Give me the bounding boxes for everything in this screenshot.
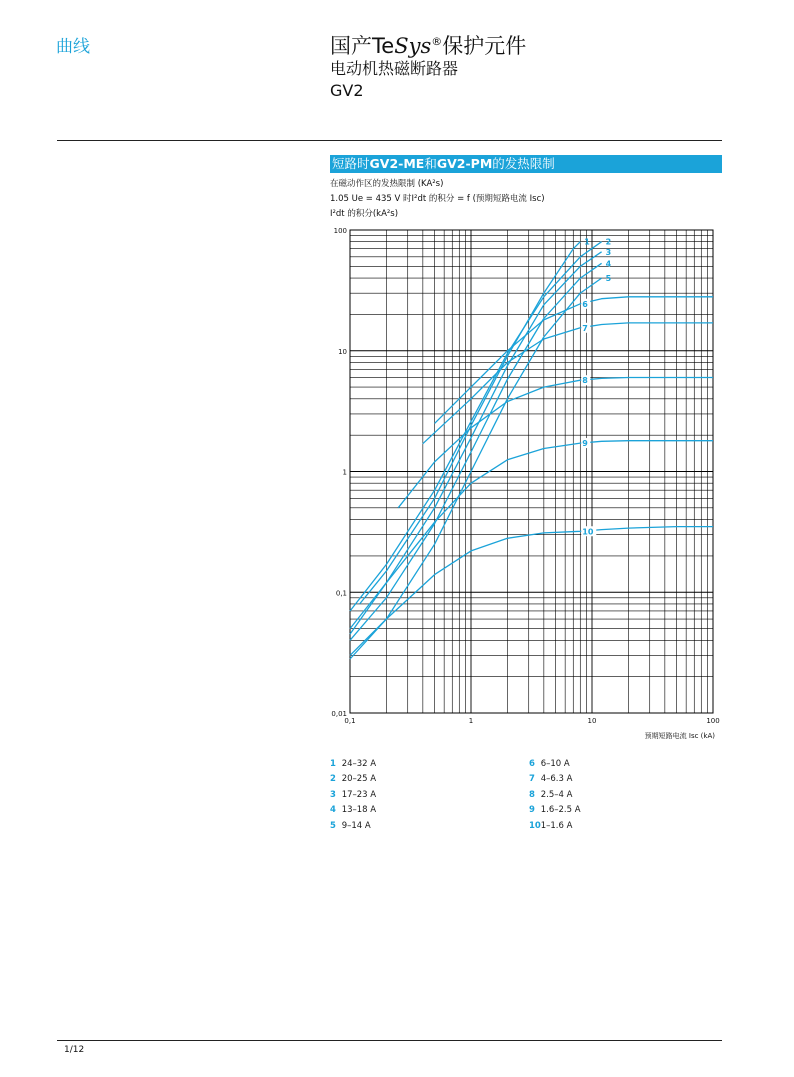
legend-item [330, 788, 376, 803]
series-label-3: 3 [605, 247, 612, 257]
chart-heading-prefix: 短路时 [332, 156, 370, 171]
legend-label: 13–18 A [341, 805, 377, 816]
legend-label: 1.6–2.5 A [540, 805, 581, 816]
chart-heading-suffix: 的发热限制 [492, 156, 555, 171]
series-label-9: 9 [582, 439, 588, 449]
series-label-1: 1 [584, 237, 590, 247]
legend-label: 4–6.3 A [540, 774, 573, 785]
legend-number: 10 [529, 820, 541, 831]
x-tick-label: 100 [706, 717, 720, 725]
i2t-chart [320, 222, 720, 748]
legend-right [529, 757, 581, 834]
series-line-5 [350, 278, 602, 659]
legend-item [330, 757, 376, 772]
chart-note-2: 1.05 Ue = 435 V 时I²dt 的积分 = f (预期短路电流 Isc) [330, 194, 545, 204]
legend-number: 6 [529, 759, 535, 769]
chart-heading-joiner: 和 [424, 156, 437, 171]
y-tick-label: 1 [342, 468, 347, 477]
legend-item [529, 788, 581, 803]
x-tick-label: 0,1 [344, 717, 356, 725]
legend-number: 4 [330, 805, 336, 816]
series-line-7 [423, 323, 713, 444]
series-label-5: 5 [605, 274, 612, 284]
page-title [330, 30, 526, 58]
legend-number: 8 [529, 789, 535, 800]
legend-item [330, 772, 376, 787]
y-tick-label: 100 [333, 227, 347, 235]
legend-number: 5 [330, 820, 336, 831]
legend-number: 1 [330, 759, 336, 769]
y-tick-label: 0,1 [335, 589, 347, 598]
legend-number: 7 [529, 774, 535, 785]
y-tick-label: 10 [338, 347, 347, 356]
legend-label: 2.5–4 A [540, 789, 573, 800]
registered-mark: ® [431, 35, 443, 48]
page-number: 1/12 [64, 1045, 85, 1055]
legend-label: 24–32 A [341, 759, 377, 769]
legend-label: 9–14 A [341, 820, 371, 831]
legend-item [529, 772, 581, 787]
series-label-8: 8 [582, 376, 588, 386]
legend-number: 2 [330, 774, 336, 785]
title-block [330, 30, 526, 102]
legend-left [330, 757, 376, 834]
series-label-4: 4 [605, 259, 612, 269]
legend-number: 9 [529, 805, 535, 816]
series-line-4 [350, 263, 602, 640]
legend-item [529, 757, 581, 772]
chart-heading-model-b: GV2-PM [436, 156, 493, 171]
series-line-6 [435, 297, 713, 424]
title-suffix: 保护元件 [442, 34, 527, 58]
y-tick-label: 0,01 [331, 710, 347, 718]
legend-item [330, 819, 376, 834]
series-label-2: 2 [605, 237, 612, 247]
legend-label: 17–23 A [341, 789, 377, 800]
page-subtitle: 电动机热磁断路器 [330, 59, 459, 78]
legend-item [330, 803, 376, 818]
legend-label: 6–10 A [540, 759, 570, 769]
legend-item [529, 819, 581, 834]
legend-label: 20–25 A [341, 774, 377, 785]
chart-heading-model-a: GV2-ME [369, 156, 425, 171]
chart-note-1: 在磁动作区的发热限制 (KA²s) [330, 179, 444, 189]
chart-axis-title: I²dt 的积分(kA²s) [330, 209, 399, 219]
x-tick-label: 10 [587, 717, 597, 725]
x-tick-label: 1 [468, 717, 474, 725]
legend-label: 1–1.6 A [540, 820, 573, 831]
chart-heading [330, 155, 722, 173]
series-label-7: 7 [582, 323, 588, 333]
bottom-divider [57, 1040, 722, 1041]
model-name: GV2 [330, 81, 364, 100]
title-sys: Sys [394, 34, 432, 58]
series-line-3 [350, 252, 602, 629]
legend-item [529, 803, 581, 818]
legend-number: 3 [330, 789, 336, 800]
section-label: 曲线 [56, 37, 90, 57]
title-prefix: 国产Te [330, 34, 395, 58]
x-axis-label: 预期短路电流 Isc (kA) [644, 732, 715, 740]
series-label-10: 10 [582, 527, 594, 537]
series-label-6: 6 [582, 299, 588, 309]
top-divider [57, 140, 722, 141]
